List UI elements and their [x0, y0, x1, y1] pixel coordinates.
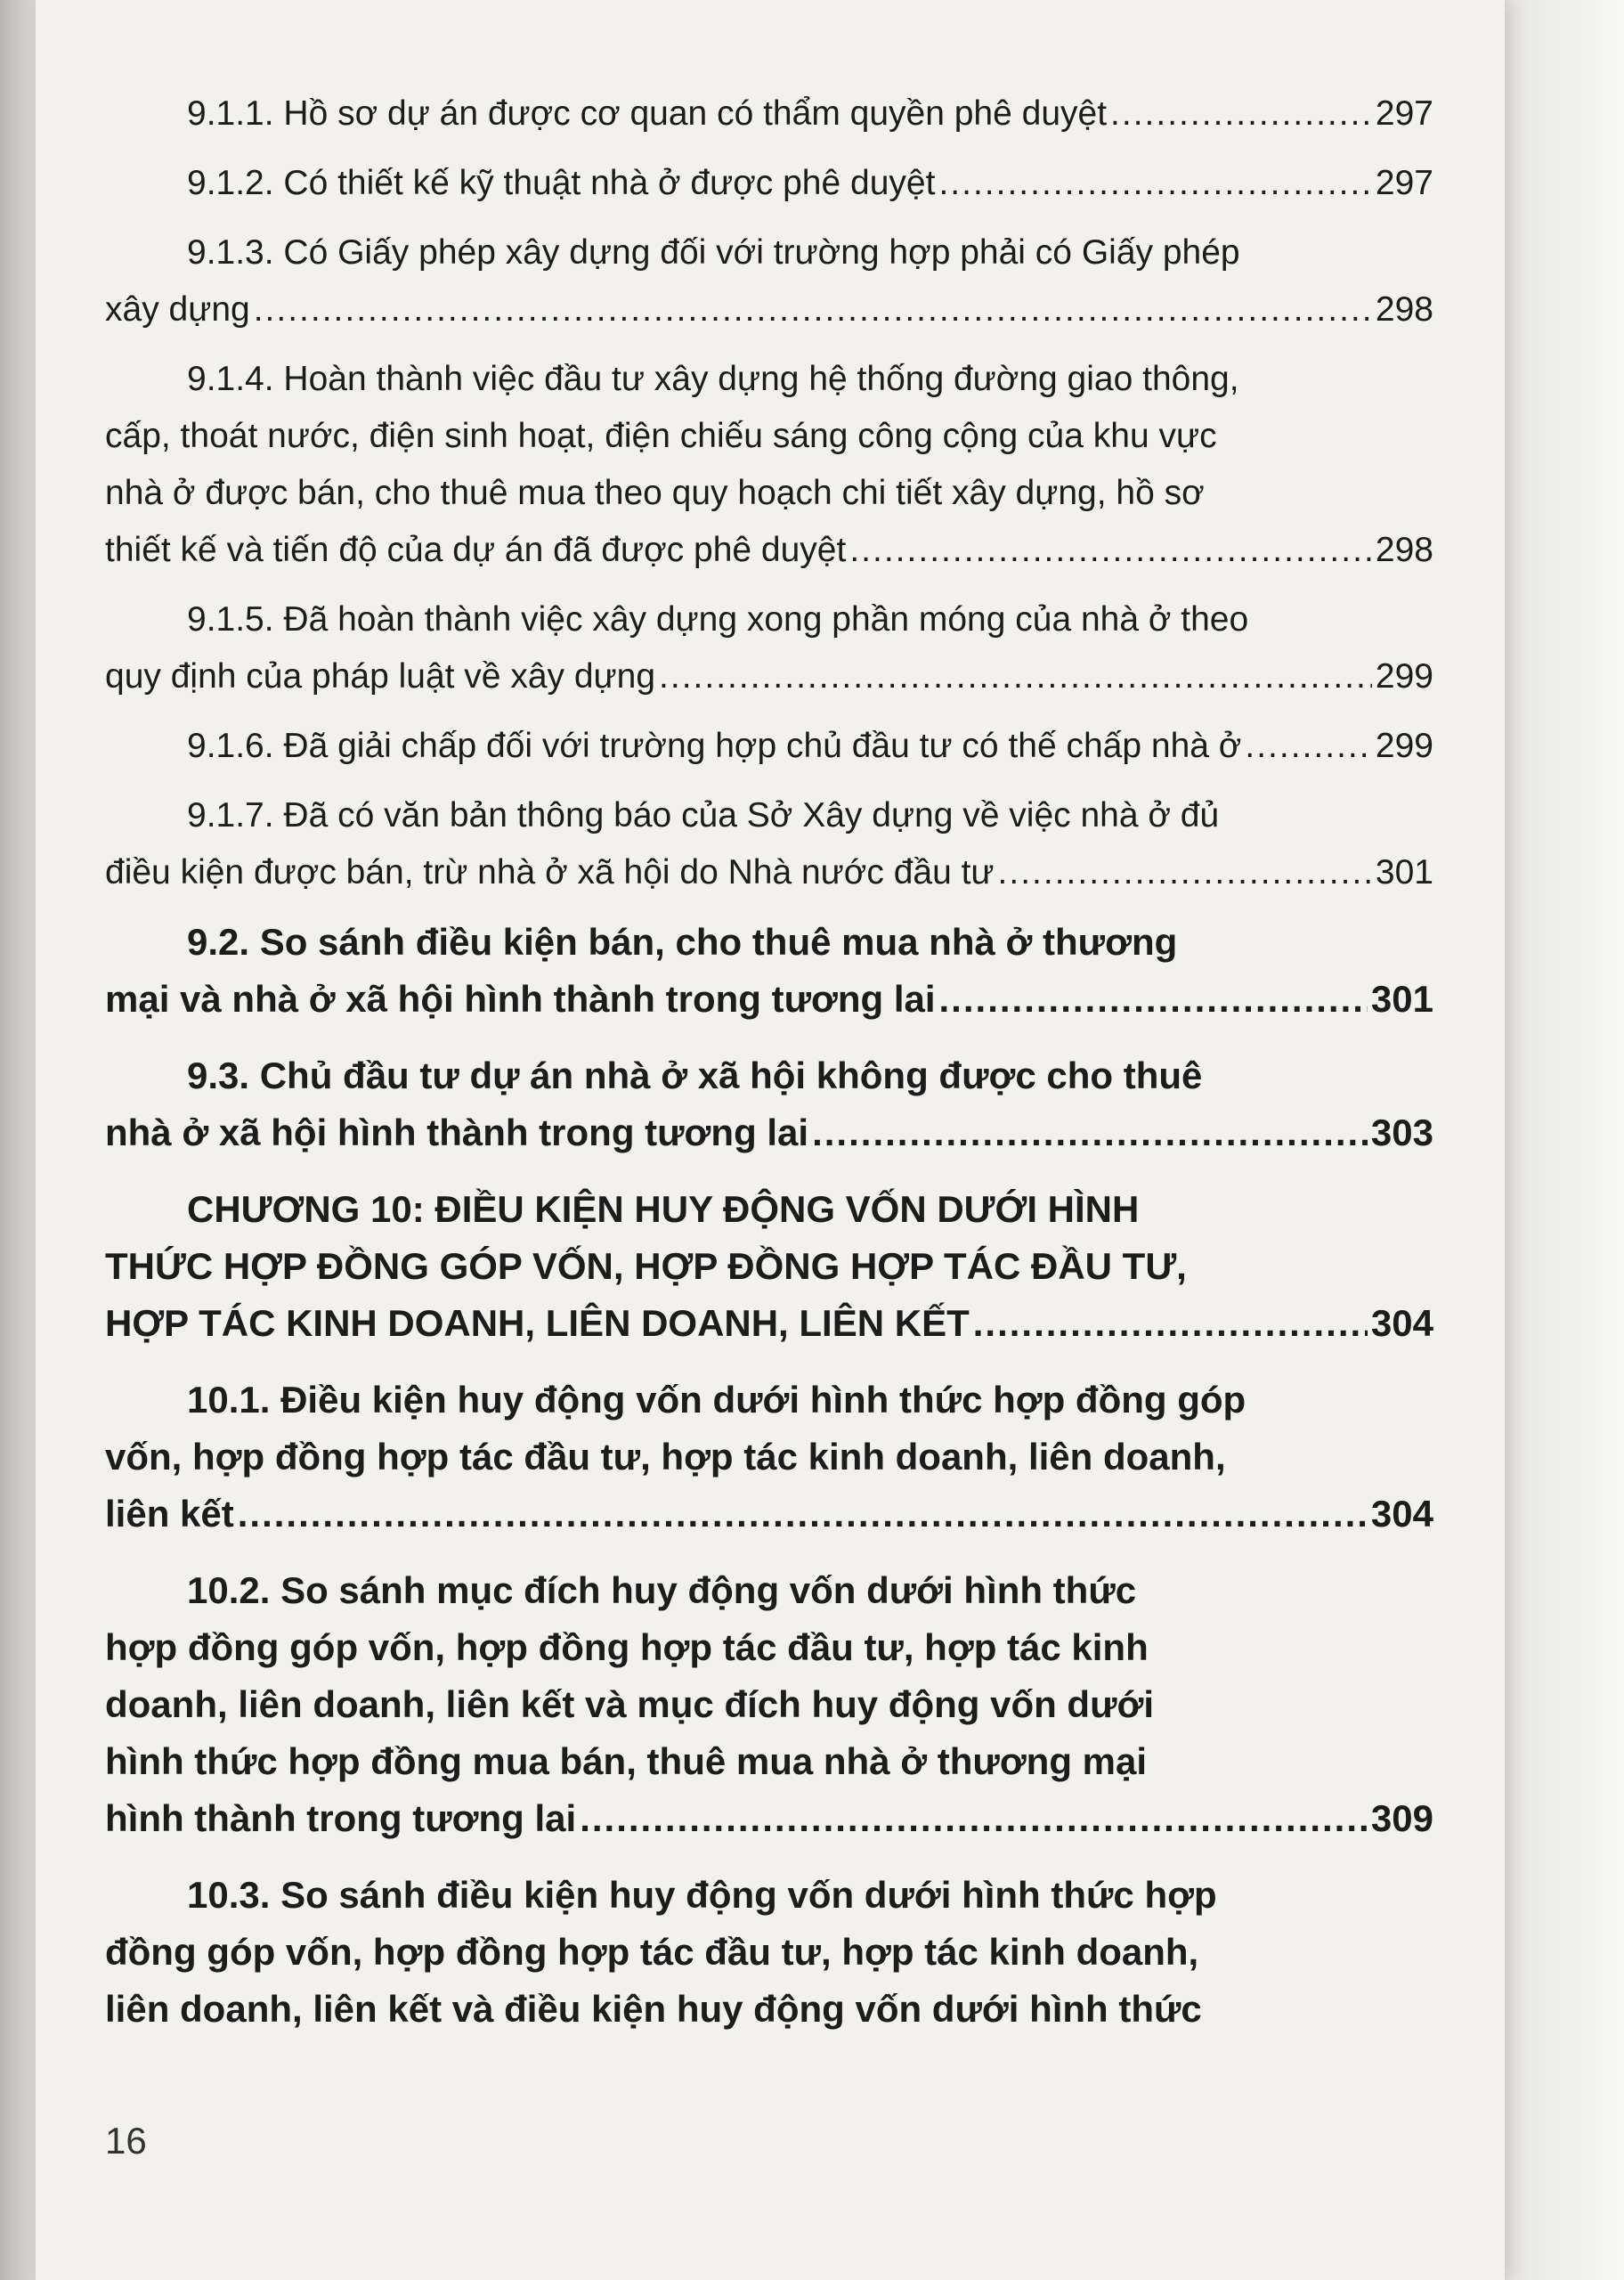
- toc-entry: [105, 1562, 1433, 1847]
- toc-entry: [105, 914, 1433, 1028]
- toc-entry: [105, 718, 1433, 775]
- leader-dots: [580, 1790, 1368, 1847]
- leader-dots: [939, 971, 1368, 1028]
- toc-entry-text: quy định của pháp luật về xây dựng: [105, 657, 656, 696]
- toc-page-number: 299: [1375, 657, 1433, 696]
- toc-entry-line: 9.1.3. Có Giấy phép xây dựng đối với trường hợp phải có Giấy phép: [187, 233, 1240, 272]
- leader-dots: [659, 648, 1372, 705]
- toc-entry-line: 9.1.5. Đã hoàn thành việc xây dựng xong phần móng của nhà ở theo: [187, 600, 1249, 639]
- table-of-contents: [105, 86, 1433, 2057]
- toc-entry-line: CHƯƠNG 10: ĐIỀU KIỆN HUY ĐỘNG VỐN DƯỚI HÌNH: [187, 1188, 1140, 1230]
- toc-page-number: 297: [1375, 164, 1433, 202]
- leader-dots: [938, 155, 1371, 212]
- toc-entry-line: 9.1.7. Đã có văn bản thông báo của Sở Xây dựng về việc nhà ở đủ: [187, 796, 1220, 835]
- toc-entry-line: nhà ở được bán, cho thuê mua theo quy hoạch chi tiết xây dựng, hồ sơ: [105, 474, 1205, 512]
- page-number: 16: [105, 2120, 147, 2162]
- leader-dots: [254, 281, 1372, 338]
- toc-entry: [105, 1181, 1433, 1352]
- toc-entry: [105, 155, 1433, 212]
- toc-entry: [105, 351, 1433, 579]
- toc-entry-text: 9.1.2. Có thiết kế kỹ thuật nhà ở được phê duyệt: [187, 164, 936, 202]
- toc-entry: [105, 591, 1433, 705]
- toc-entry-line: 10.3. So sánh điều kiện huy động vốn dưới hình thức hợp: [187, 1874, 1217, 1916]
- toc-page-number: 301: [1370, 978, 1433, 1020]
- entry-spacer: [105, 212, 1433, 224]
- toc-entry-line: 9.3. Chủ đầu tư dự án nhà ở xã hội không được cho thuê: [187, 1054, 1203, 1096]
- toc-entry-line: THỨC HỢP ĐỒNG GÓP VỐN, HỢP ĐỒNG HỢP TÁC ĐẦU TƯ,: [105, 1245, 1187, 1287]
- toc-page-number: 301: [1375, 853, 1433, 892]
- leader-dots: [238, 1486, 1368, 1543]
- leader-dots: [1110, 86, 1372, 142]
- toc-entry-line: [105, 1295, 1433, 1352]
- toc-entry-text: 9.1.1. Hồ sơ dự án được cơ quan có thẩm quyền phê duyệt: [187, 94, 1108, 133]
- toc-page-number: 309: [1370, 1797, 1433, 1839]
- toc-entry-line: [105, 86, 1433, 142]
- toc-page-number: 304: [1370, 1493, 1433, 1535]
- entry-spacer: [105, 1161, 1433, 1181]
- toc-entry-line: hợp đồng góp vốn, hợp đồng hợp tác đầu tư, hợp tác kinh: [105, 1626, 1149, 1668]
- toc-page-number: 304: [1370, 1302, 1433, 1344]
- toc-page-number: 298: [1375, 531, 1433, 569]
- toc-entry-line: 10.2. So sánh mục đích huy động vốn dưới hình thức: [187, 1569, 1137, 1611]
- leader-dots: [812, 1104, 1368, 1161]
- toc-entry-text: 9.1.6. Đã giải chấp đối với trường hợp chủ đầu tư có thế chấp nhà ở: [187, 727, 1242, 765]
- toc-page-number: 297: [1375, 94, 1433, 133]
- toc-entry-line: [105, 648, 1433, 705]
- toc-entry-line: [105, 1104, 1433, 1161]
- toc-entry: [105, 224, 1433, 338]
- toc-entry-line: [105, 844, 1433, 901]
- toc-entry-line: [105, 155, 1433, 212]
- toc-page-number: 299: [1375, 727, 1433, 765]
- toc-entry-line: [105, 281, 1433, 338]
- toc-entry: [105, 1372, 1433, 1543]
- entry-spacer: [105, 1847, 1433, 1867]
- leader-dots: [998, 844, 1372, 901]
- entry-spacer: [105, 1543, 1433, 1562]
- toc-entry-text: thiết kế và tiến độ của dự án đã được phê duyệt: [105, 531, 847, 569]
- toc-entry-line: [105, 1486, 1433, 1543]
- toc-entry-line: [105, 522, 1433, 579]
- leader-dots: [1245, 718, 1372, 775]
- toc-entry-text: HỢP TÁC KINH DOANH, LIÊN DOANH, LIÊN KẾT: [105, 1302, 970, 1344]
- toc-entry-text: hình thành trong tương lai: [105, 1797, 577, 1839]
- toc-entry-line: cấp, thoát nước, điện sinh hoạt, điện chiếu sáng công cộng của khu vực: [105, 417, 1217, 455]
- entry-spacer: [105, 1352, 1433, 1372]
- binding-shadow: [0, 0, 36, 2280]
- toc-entry: [105, 1867, 1433, 2038]
- entry-spacer: [105, 901, 1433, 914]
- leader-dots: [849, 522, 1372, 579]
- entry-spacer: [105, 338, 1433, 351]
- toc-entry-line: doanh, liên doanh, liên kết và mục đích huy động vốn dưới: [105, 1683, 1155, 1725]
- toc-page-number: 298: [1375, 290, 1433, 329]
- toc-entry-line: vốn, hợp đồng hợp tác đầu tư, hợp tác kinh doanh, liên doanh,: [105, 1436, 1226, 1478]
- toc-entry: [105, 787, 1433, 901]
- toc-entry-text: nhà ở xã hội hình thành trong tương lai: [105, 1112, 809, 1153]
- toc-entry-line: 9.2. So sánh điều kiện bán, cho thuê mua nhà ở thương: [187, 921, 1178, 963]
- toc-entry-line: hình thức hợp đồng mua bán, thuê mua nhà ở thương mại: [105, 1740, 1148, 1782]
- toc-entry-text: điều kiện được bán, trừ nhà ở xã hội do Nhà nước đầu tư: [105, 853, 995, 892]
- toc-entry-text: mại và nhà ở xã hội hình thành trong tương lai: [105, 978, 936, 1020]
- toc-entry-line: [105, 718, 1433, 775]
- entry-spacer: [105, 579, 1433, 591]
- book-page: [36, 0, 1505, 2280]
- toc-page-number: 303: [1370, 1112, 1433, 1153]
- toc-entry-text: xây dựng: [105, 290, 250, 329]
- toc-entry: [105, 1047, 1433, 1161]
- toc-entry-line: [105, 971, 1433, 1028]
- toc-entry-line: đồng góp vốn, hợp đồng hợp tác đầu tư, hợp tác kinh doanh,: [105, 1931, 1199, 1973]
- toc-entry-line: [105, 1790, 1433, 1847]
- entry-spacer: [105, 2038, 1433, 2057]
- entry-spacer: [105, 775, 1433, 787]
- toc-entry: [105, 86, 1433, 142]
- toc-entry-line: 10.1. Điều kiện huy động vốn dưới hình thức hợp đồng góp: [187, 1379, 1246, 1421]
- toc-entry-line: 9.1.4. Hoàn thành việc đầu tư xây dựng hệ thống đường giao thông,: [187, 360, 1239, 398]
- entry-spacer: [105, 705, 1433, 718]
- toc-entry-text: liên kết: [105, 1493, 234, 1535]
- toc-entry-line: liên doanh, liên kết và điều kiện huy động vốn dưới hình thức: [105, 1988, 1202, 2030]
- entry-spacer: [105, 142, 1433, 155]
- entry-spacer: [105, 1028, 1433, 1047]
- leader-dots: [973, 1295, 1368, 1352]
- page-edge: [1505, 0, 1624, 2280]
